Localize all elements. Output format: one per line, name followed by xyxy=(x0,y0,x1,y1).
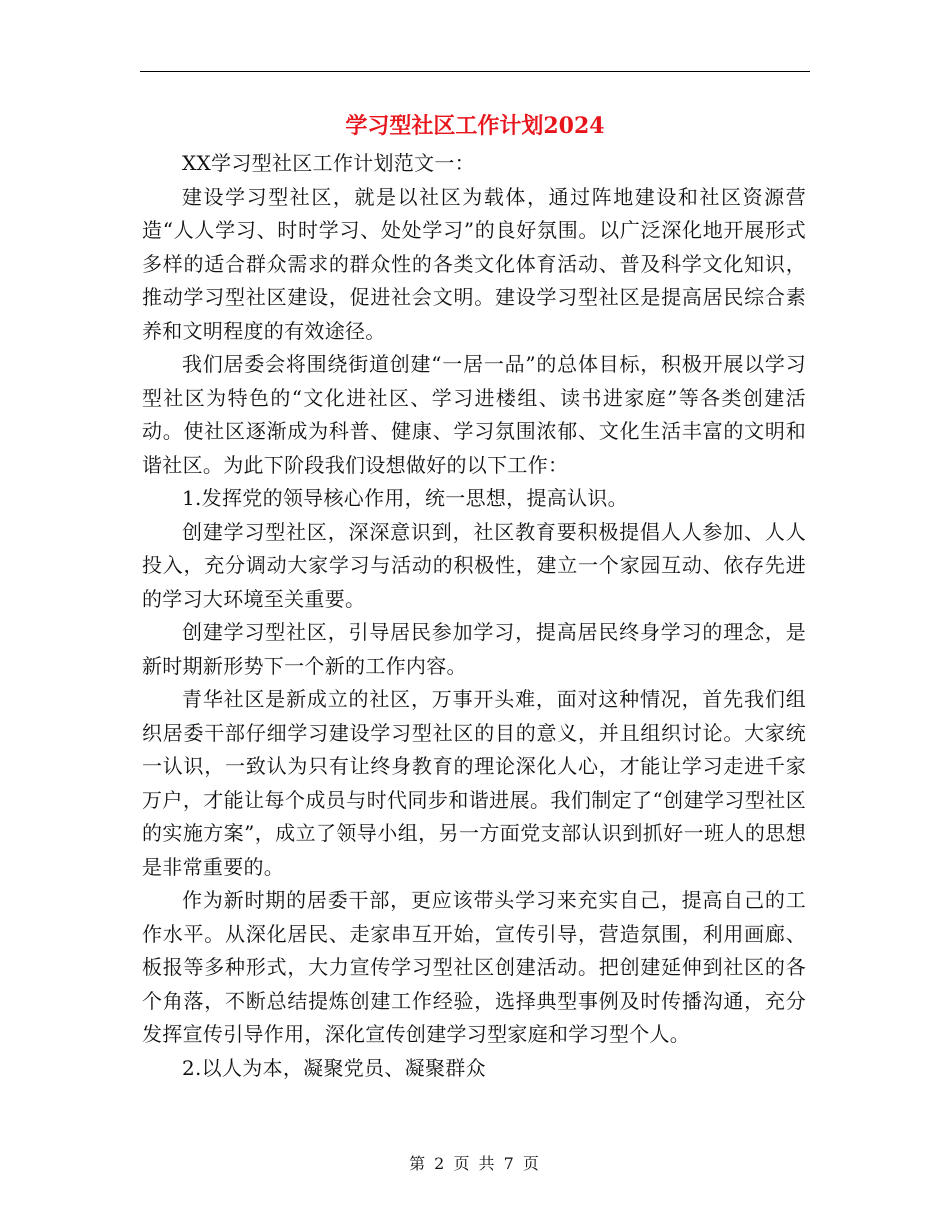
paragraph: 创建学习型社区，引导居民参加学习，提高居民终身学习的理念，是新时期新形势下一个新的工作内容。 xyxy=(142,620,806,678)
total-page-count: 7 xyxy=(503,1154,516,1173)
footer-middle: 页 共 xyxy=(453,1154,497,1173)
header-rule xyxy=(140,71,810,72)
paragraph: 创建学习型社区，深深意识到，社区教育要积极提倡人人参加、人人投入，充分调动大家学习与活动的积极性，建立一个家园互动、依存先进的学习大环境至关重要。 xyxy=(142,519,806,611)
document-title: 学习型社区工作计划2024 xyxy=(345,113,605,139)
current-page-number: 2 xyxy=(434,1154,447,1173)
page-footer xyxy=(0,1152,950,1176)
footer-prefix: 第 xyxy=(409,1154,428,1173)
paragraph: 建设学习型社区，就是以社区为载体，通过阵地建设和社区资源营造“人人学习、时时学习、处处学习”的良好氛围。以广泛深化地开展形式多样的适合群众需求的群众性的各类文化体育活动、普及科学文化知识，推动学习型社区建设，促进社会文明。建设学习型社区是提高居民综合素养和文明程度的有效途径。 xyxy=(142,184,806,343)
paragraph: 我们居委会将围绕街道创建“一居一品”的总体目标，积极开展以学习型社区为特色的“文化进社区、学习进楼组、读书进家庭”等各类创建活动。使社区逐渐成为科普、健康、学习氛围浓郁、文化生活丰富的文明和谐社区。为此下阶段我们设想做好的以下工作： xyxy=(142,352,806,477)
section-heading-1: 1.发挥党的领导核心作用，统一思想，提高认识。 xyxy=(182,486,628,510)
paragraph: 青华社区是新成立的社区，万事开头难，面对这种情况，首先我们组织居委干部仔细学习建设学习型社区的目的意义，并且组织讨论。大家统一认识，一致认为只有让终身教育的理论深化人心，才能让学习走进千家万户，才能让每个成员与时代同步和谐进展。我们制定了“创建学习型社区的实施方案”，成立了领导小组，另一方面党支部认识到抓好一班人的思想是非常重要的。 xyxy=(142,687,806,879)
footer-suffix: 页 xyxy=(522,1154,541,1173)
paragraph-intro: XX学习型社区工作计划范文一： xyxy=(182,151,475,175)
document-body xyxy=(142,147,806,1085)
paragraph: 作为新时期的居委干部，更应该带头学习来充实自己，提高自己的工作水平。从深化居民、走家串互开始，宣传引导，营造氛围，利用画廊、板报等多种形式，大力宣传学习型社区创建活动。把创建延伸到社区的各个角落，不断总结提炼创建工作经验，选择典型事例及时传播沟通，充分发挥宣传引导作用，深化宣传创建学习型家庭和学习型个人。 xyxy=(142,888,806,1046)
section-heading-2: 2.以人为本，凝聚党员、凝聚群众 xyxy=(182,1055,486,1080)
